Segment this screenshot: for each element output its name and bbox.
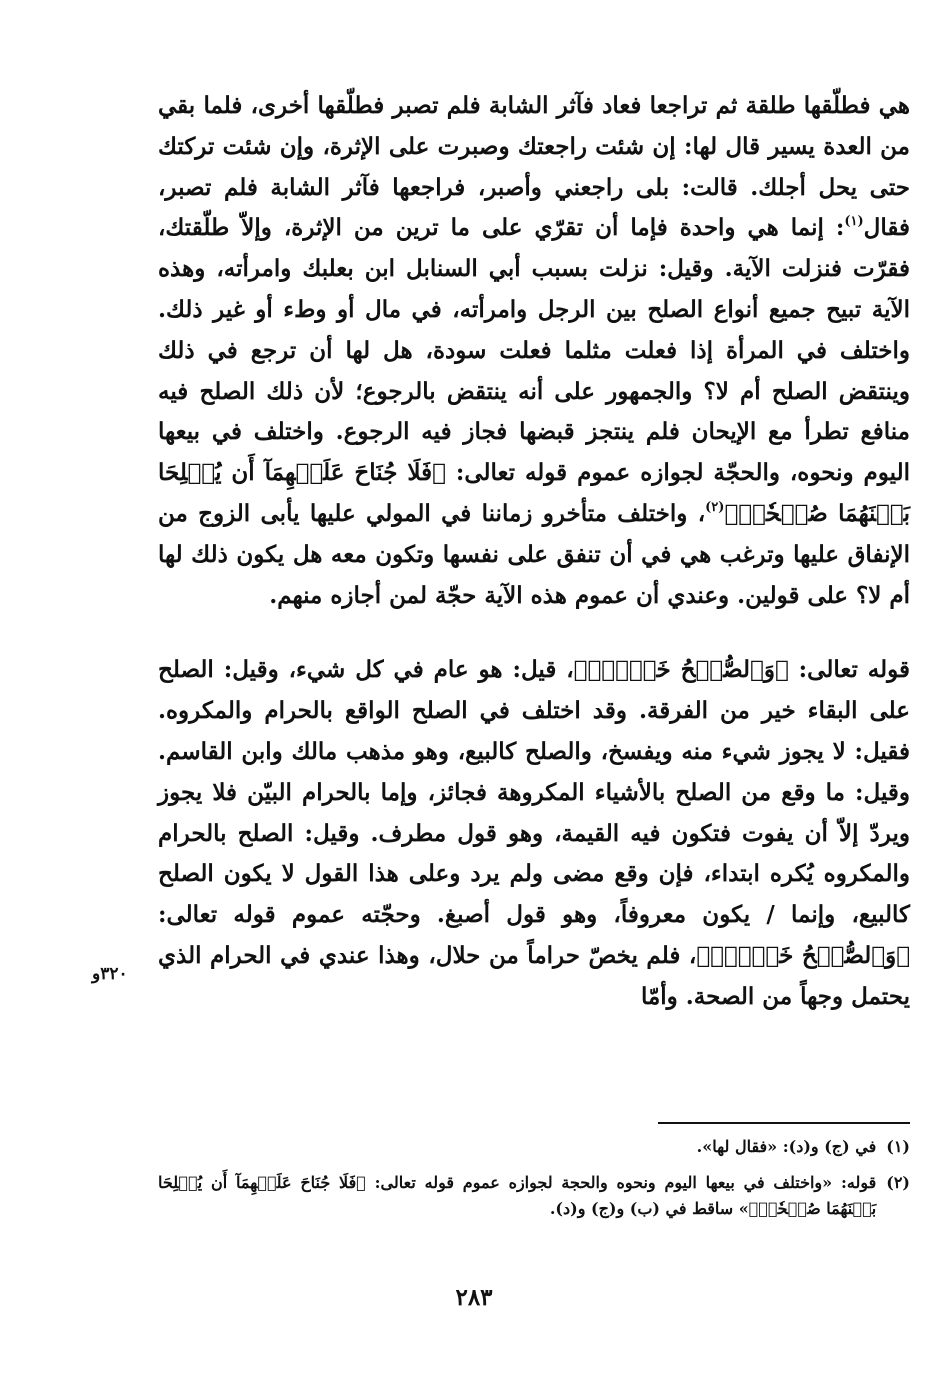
paragraph-1 [158, 86, 910, 616]
footnote-ref-2[interactable]: (٢) [705, 499, 725, 515]
paragraph-1-text-c: ، واختلف متأخرو زماننا في المولي عليها يأبى الزوج من الإنفاق عليها وترغب هي في أن تنفق على نفسها وتكون معه هل يكون ذلك لها أم لا؟ على قولين. وعندي أن عموم هذه الآية حجّة لمن أجازه منهم. [158, 499, 910, 609]
quran-verse: ﴿فَلَا جُنَاحَ عَلَيۡهِمَآ أَن يُصۡلِحَا بَيۡنَهُمَا صُلۡحٗاۚ﴾ [158, 459, 911, 527]
footnotes [158, 1134, 910, 1232]
footnote-text: في (ج) و(د): «فقال لها». [696, 1137, 877, 1156]
quran-verse: ﴿وَٱلصُّلۡحُ خَيۡرٞۗ﴾ [696, 941, 910, 969]
footnote-text: قوله: «واختلف في بيعها اليوم ونحوه والحجة لجوازه عموم قوله تعالى: ﴿فَلَا جُنَاحَ عَلَيۡهِمَآ أَن يُصۡلِحَا بَيۡنَهُمَا صُلۡحٗاۚ﴾» ساقط في (ب) و(ج) و(د). [158, 1173, 877, 1218]
footnote-1 [158, 1134, 910, 1160]
footnote-number: (١) [886, 1137, 910, 1156]
paragraph-2-text-b: ، قيل: هو عام في كل شيء، وقيل: الصلح على البقاء خير من الفرقة. وقد اختلف في الصلح الواقع بالحرام والمكروه. فقيل: لا يجوز شيء منه ويفسخ، والصلح كالبيع، وهو مذهب مالك وابن القاسم. وقيل: ما وقع من الصلح بالأشياء المكروهة فجائز، وإما بالحرام البيّن فلا يجوز ويردّ إلاّ أن يفوت فتكون فيه القيمة، وهو قول مطرف. وقيل: الصلح بالحرام والمكروه يُكره ابتداء، فإن وقع مضى ولم يرد وعلى هذا القول لا يكون الصلح كالبيع، وإنما / يكون معروفاً، وهو قول أصبغ. وحجّته عموم قوله تعالى: [158, 656, 910, 929]
paragraph-spacer [158, 616, 910, 650]
footnote-divider [658, 1122, 910, 1124]
footnote-ref-1[interactable]: (١) [844, 214, 864, 230]
paragraph-2 [158, 650, 910, 1017]
page-number: ٢٨٣ [455, 1284, 493, 1311]
footnote-2 [158, 1170, 910, 1222]
paragraph-1-text-a: هي فطلّقها طلقة ثم تراجعا فعاد فآثر الشابة فلم تصبر فطلّقها أخرى، فلما بقي من العدة يسير قال لها: إن شئت راجعتك وصبرت على الإثرة، وإن شئت تركتك حتى يحل أجلك. قالت: بلى راجعني وأصبر، فراجعها فآثر الشابة فلم تصبر، فقال [158, 92, 910, 242]
footnote-number: (٢) [886, 1173, 910, 1192]
main-text [158, 86, 910, 1018]
paragraph-1-text-b: : إنما هي واحدة فإما أن تقرّي على ما ترين من الإثرة، وإلاّ طلّقتك، فقرّت فنزلت الآية. وقيل: نزلت بسبب أبي السنابل ابن بعلبك وامرأته، وهذه الآية تبيح جميع أنواع الصلح بين الرجل وامرأته، في مال أو وطء أو غير ذلك. واختلف في المرأة إذا فعلت مثلما فعلت سودة، هل لها أن ترجع في ذلك وينتقض الصلح أم لا؟ والجمهور على أنه ينتقض بالرجوع؛ لأن ذلك الصلح فيه منافع تطرأ مع الإيحان فلم ينتجز قبضها فجاز فيه الرجوع. واختلف في بيعها اليوم ونحوه، والحجّة لجوازه عموم قوله تعالى: [158, 214, 910, 487]
paragraph-2-text-a: قوله تعالى: [788, 656, 910, 684]
manuscript-folio-note: ٣٢٠و [92, 964, 128, 984]
quran-verse: ﴿وَٱلصُّلۡحُ خَيۡرٞۗ﴾ [573, 656, 789, 684]
paragraph-2-text-c: ، فلم يخصّ حراماً من حلال، وهذا عندي في الحرام الذي يحتمل وجهاً من الصحة. وأمّا [158, 941, 910, 1010]
